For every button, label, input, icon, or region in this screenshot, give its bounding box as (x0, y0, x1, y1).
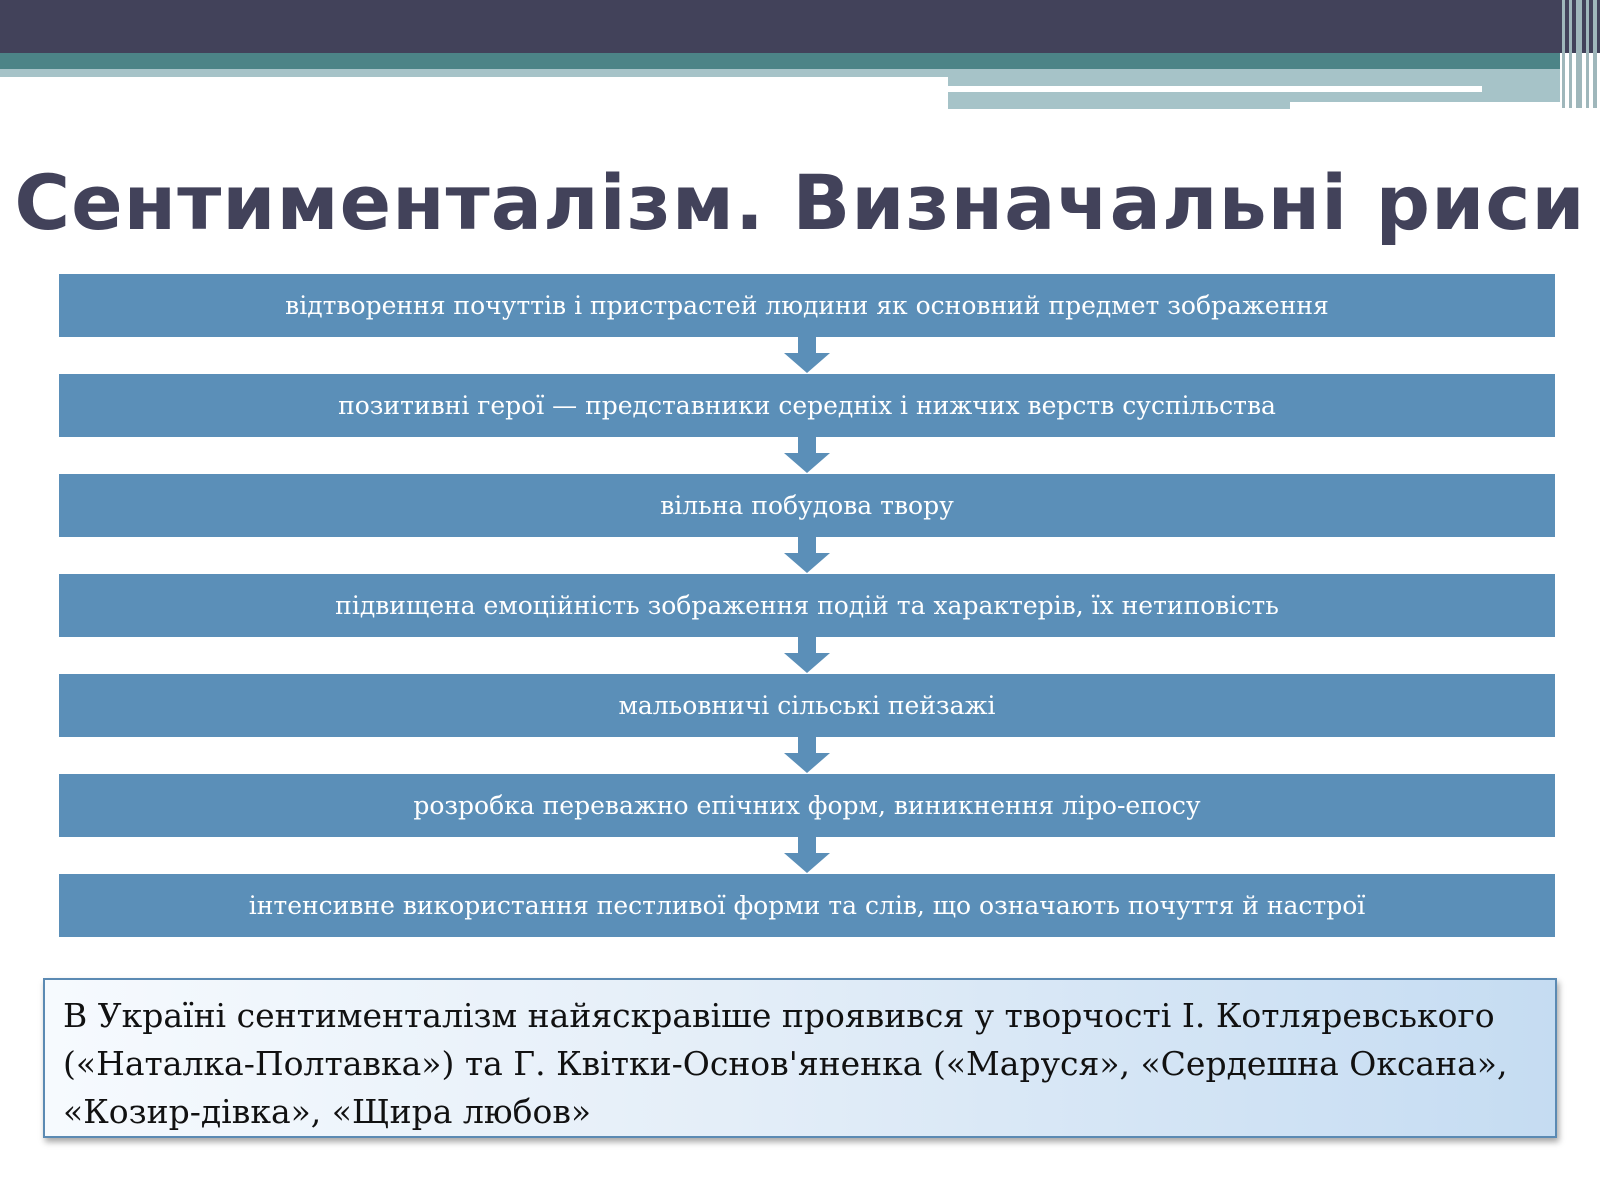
header-white-notch (1290, 102, 1560, 109)
header-white-line (948, 86, 1482, 92)
flow-step-1: відтворення почуттів і пристрастей людини як основний предмет зображення (59, 274, 1555, 337)
flow-connector (59, 437, 1555, 474)
down-arrow-icon (784, 437, 830, 474)
flow-connector (59, 337, 1555, 374)
flow-connector (59, 737, 1555, 774)
process-flow (59, 274, 1555, 937)
flow-step-4: підвищена емоційність зображення подій та характерів, їх нетиповість (59, 574, 1555, 637)
flow-connector (59, 837, 1555, 874)
flow-step-5: мальовничі сільські пейзажі (59, 674, 1555, 737)
down-arrow-icon (784, 537, 830, 574)
down-arrow-icon (784, 637, 830, 674)
flow-step-7: інтенсивне використання пестливої форми та слів, що означають почуття й настрої (59, 874, 1555, 937)
slide-title: Сентименталізм. Визначальні риси (14, 158, 1586, 247)
header-teal-bar (0, 53, 1560, 69)
flow-step-6: розробка переважно епічних форм, виникнення ліро-епосу (59, 774, 1555, 837)
flow-step-2: позитивні герої — представники середніх і нижчих верств суспільства (59, 374, 1555, 437)
header-dark-bar (0, 0, 1600, 53)
flow-connector (59, 637, 1555, 674)
note-box: В Україні сентименталізм найяскравіше проявився у творчості І. Котляревського («Наталка-Полтавка») та Г. Квітки-Основ'яненка («Маруся», «Сердешна Оксана», «Козир-дівка», «Щира любов» (43, 978, 1557, 1138)
down-arrow-icon (784, 737, 830, 774)
header-light-bar (0, 69, 948, 77)
down-arrow-icon (784, 837, 830, 874)
down-arrow-icon (784, 337, 830, 374)
flow-connector (59, 537, 1555, 574)
flow-step-3: вільна побудова твору (59, 474, 1555, 537)
header-right-stripes (1560, 0, 1600, 108)
